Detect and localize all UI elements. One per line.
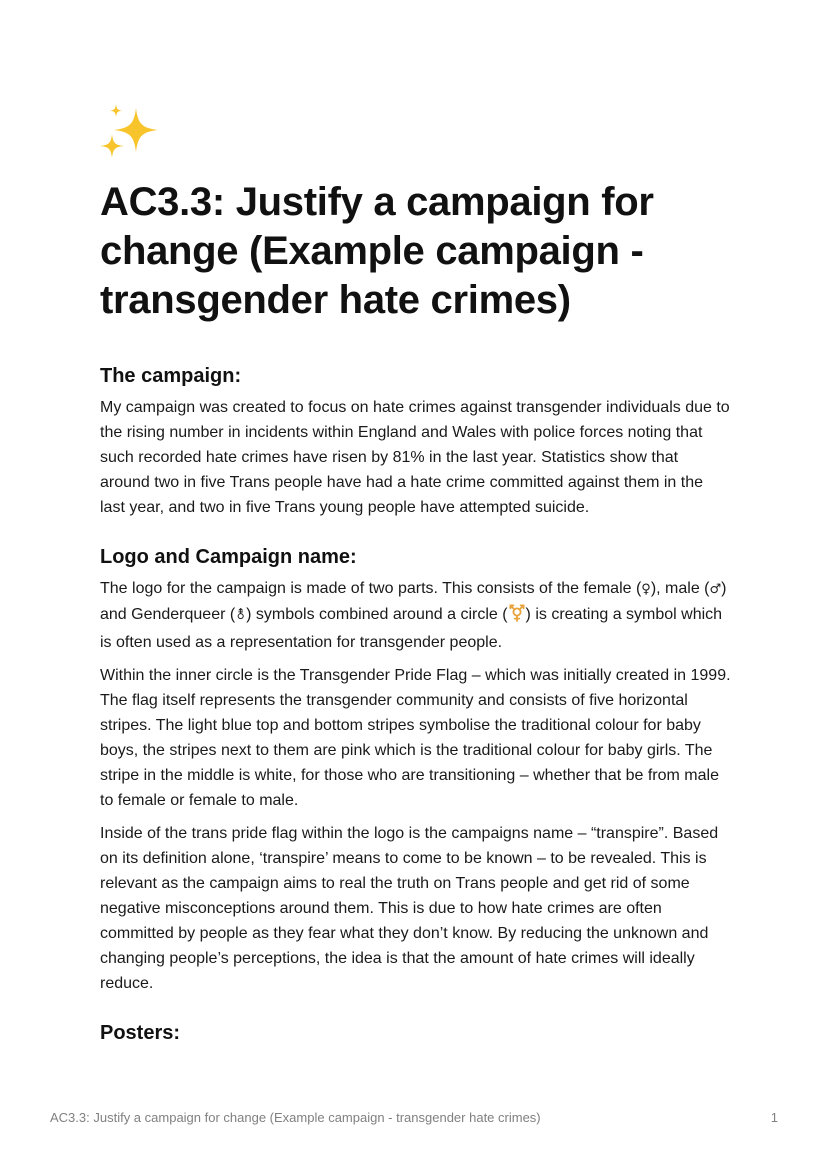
campaign-paragraph: My campaign was created to focus on hate crimes against transgender individuals due to the rising number in incidents within England and Wales with police forces noting that such recorded hate crimes have risen by 81% in the last year. Statistics show that around two in five Trans people have had a hate crime committed against them in the last year, and two in five Trans young people have attempted suicide. <box>100 399 730 516</box>
posters-heading: Posters: <box>100 1022 181 1044</box>
genderqueer-symbol: ⚨ <box>235 608 247 623</box>
male-symbol: ♂ <box>709 582 722 597</box>
document-page <box>100 100 732 1046</box>
logo-heading: Logo and Campaign name: <box>100 546 357 568</box>
logo-p1-text-2: ), male ( <box>650 580 710 597</box>
page-footer <box>50 1110 778 1125</box>
transgender-symbol-icon <box>508 604 526 630</box>
logo-paragraph-2: Within the inner circle is the Transgender Pride Flag – which was initially created in 1999. The flag itself represents the transgender community and consists of five horizontal stripes. The light blue top and bottom stripes symbolise the traditional colour for baby boys, the stripes next to them are pink which is the traditional colour for baby girls. The stripe in the middle is white, for those who are transitioning – whether that be from male to female or female to male. <box>100 667 731 809</box>
logo-p1-text-3: ) and Genderqueer ( <box>100 580 727 623</box>
sparkles-icon <box>98 100 162 164</box>
footer-title: AC3.3: Justify a campaign for change (Example campaign - transgender hate crimes) <box>50 1110 541 1125</box>
logo-paragraph-1 <box>100 576 732 655</box>
logo-p1-text-5: ) is creating a symbol which is often used as a representation for transgender people. <box>100 606 723 651</box>
page-number: 1 <box>770 1110 778 1125</box>
logo-paragraph-3: Inside of the trans pride flag within the logo is the campaigns name – “transpire”. Based on its definition alone, ‘transpire’ means to come to be known – to be revealed. This is relevant as the campaign aims to real the truth on Trans people and get rid of some negative misconceptions around them. This is due to how hate crimes are often committed by people as they fear what they don’t know. By reducing the unknown and changing people’s perceptions, the idea is that the amount of hate crimes will ideally reduce. <box>100 825 719 992</box>
female-symbol: ♀ <box>641 582 651 597</box>
page-title: AC3.3: Justify a campaign for change (Example campaign - transgender hate crimes) <box>100 180 654 322</box>
campaign-heading: The campaign: <box>100 365 242 387</box>
logo-p1-text-1: The logo for the campaign is made of two parts. This consists of the female ( <box>100 580 642 597</box>
logo-p1-text-4: ) symbols combined around a circle ( <box>246 606 508 623</box>
